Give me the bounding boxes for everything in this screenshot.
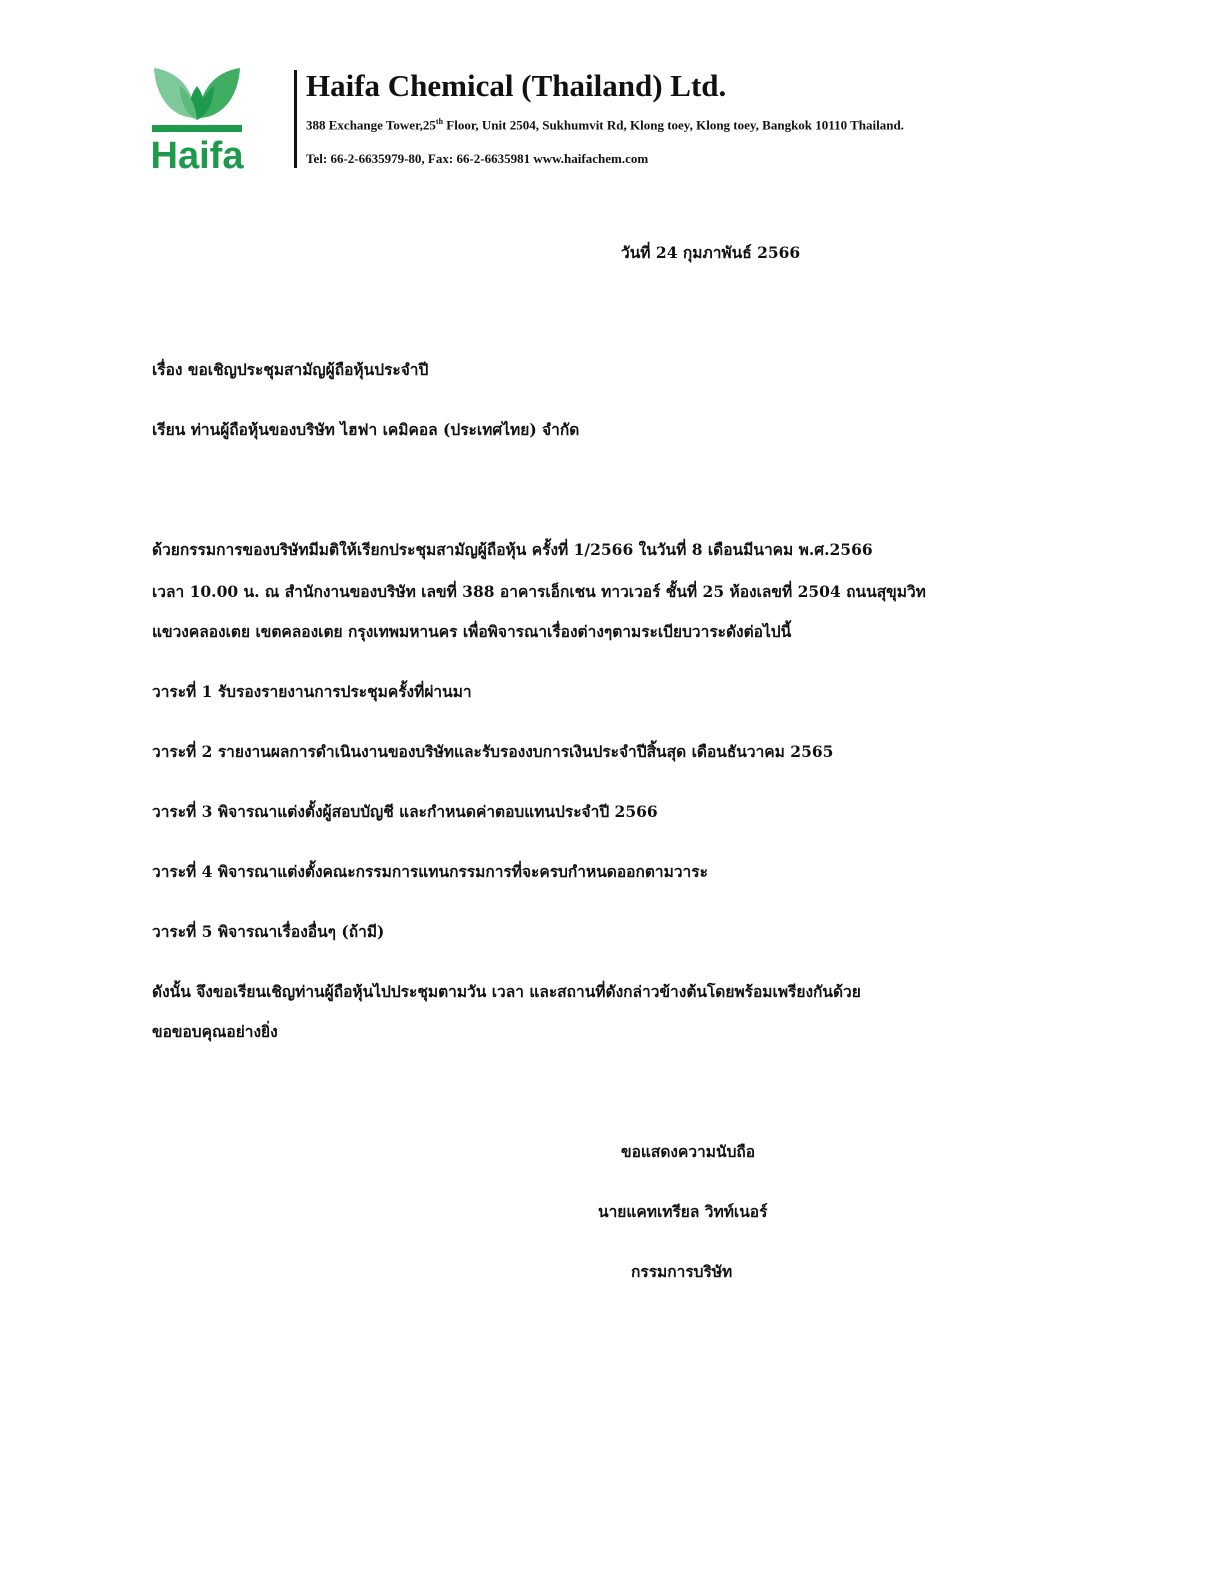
letter-subject: เรื่อง ขอเชิญประชุมสามัญผู้ถือหุ้นประจำปี [152,360,429,379]
intro-line-1: ด้วยกรรมการของบริษัทมีมติให้เรียกประชุมสามัญผู้ถือหุ้น ครั้งที่ 1/2566 ในวันที่ 8 เดือนมีนาคม พ.ศ.2566 [152,540,873,559]
intro-line-3: แขวงคลองเตย เขตคลองเตย กรุงเทพมหานคร เพื่อพิจารณาเรื่องต่างๆตามระเบียบวาระดังต่อไปนี้ [152,622,792,641]
agenda-item-3: วาระที่ 3 พิจารณาแต่งตั้งผู้สอบบัญชี และกำหนดค่าตอบแทนประจำปี 2566 [152,802,658,821]
signoff: ขอแสดงความนับถือ [621,1142,756,1161]
header-divider [294,70,297,168]
agenda-item-2: วาระที่ 2 รายงานผลการดำเนินงานของบริษัทและรับรองงบการเงินประจำปีสิ้นสุด เดือนธันวาคม 2565 [152,742,834,761]
address-part-1: 388 Exchange Tower,25 [306,117,436,133]
signer-title: กรรมการบริษัท [631,1262,733,1281]
address-part-2: Floor, Unit 2504, Sukhumvit Rd, Klong toey, Klong toey, Bangkok 10110 Thailand. [443,117,904,133]
intro-line-2: เวลา 10.00 น. ณ สำนักงานของบริษัท เลขที่ 388 อาคารเอ็กเชน ทาวเวอร์ ชั้นที่ 25 ห้องเลขที่ 2504 ถนนสุขุมวิท [152,582,926,601]
address-superscript: th [435,117,444,126]
haifa-logo [150,64,244,174]
company-address [306,117,904,133]
closing-line-2: ขอขอบคุณอย่างยิ่ง [152,1022,278,1041]
agenda-item-1: วาระที่ 1 รับรองรายงานการประชุมครั้งที่ผ่านมา [152,682,472,701]
letter-date: วันที่ 24 กุมภาพันธ์ 2566 [621,243,801,262]
closing-line-1: ดังนั้น จึงขอเรียนเชิญท่านผู้ถือหุ้นไปประชุมตามวัน เวลา และสถานที่ดังกล่าวข้างต้นโดยพร้อมเพรียงกันด้วย [152,982,861,1001]
agenda-item-5: วาระที่ 5 พิจารณาเรื่องอื่นๆ (ถ้ามี) [152,922,385,941]
agenda-item-4: วาระที่ 4 พิจารณาแต่งตั้งคณะกรรมการแทนกรรมการที่จะครบกำหนดออกตามวาระ [152,862,708,881]
letter-recipient: เรียน ท่านผู้ถือหุ้นของบริษัท ไฮฟา เคมิคอล (ประเทศไทย) จำกัด [152,420,580,439]
signer-name: นายแคทเทรียล วิทท์เนอร์ [598,1202,768,1221]
company-contact: Tel: 66-2-6635979-80, Fax: 66-2-6635981 www.haifachem.com [306,151,649,166]
logo-text: Haifa [150,135,244,174]
company-name: Haifa Chemical (Thailand) Ltd. [306,68,727,103]
